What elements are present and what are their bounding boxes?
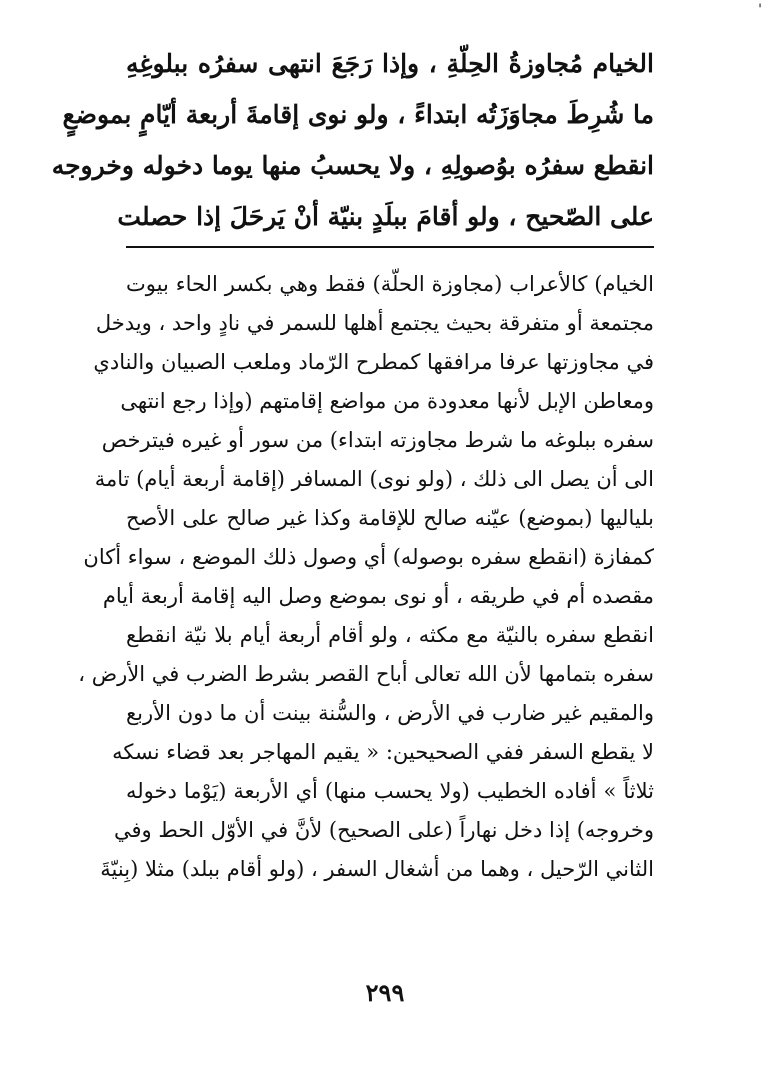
- corner-mark: ': [758, 2, 762, 18]
- main-text-line: الخيام مُجاوزةُ الحِلّةِ ، وإذا رَجَعَ انتهى سفرُه ببلوغِهِ: [126, 49, 654, 78]
- commentary-block: [78, 265, 654, 889]
- main-text-line: انقطع سفرُه بوُصولِهِ ، ولا يحسبُ منها يوما دخوله وخروجه: [51, 151, 654, 180]
- commentary-line: ومعاطن الإبل لأنها معدودة من مواضع إقامتهم (وإذا رجع انتهى: [120, 389, 654, 413]
- page-number: ٢٩٩: [365, 978, 405, 1007]
- commentary-line: الخيام) كالأعراب (مجاوزة الحلّة) فقط وهي بكسر الحاء بيوت: [126, 272, 654, 296]
- commentary-line: بلياليها (بموضع) عيّنه صالح للإقامة وكذا غير صالح على الأصح: [126, 506, 654, 530]
- main-text-line: ما شُرِطَ مجاوَزَتُه ابتداءً ، ولو نوى إقامةَ أربعة أيّامٍ بموضعٍ: [62, 100, 654, 129]
- commentary-line: لا يقطع السفر ففي الصحيحين: « يقيم المهاجر بعد قضاء نسكه: [112, 740, 654, 764]
- commentary-line: والمقيم غير ضارب في الأرض ، والسُّنة بينت أن ما دون الأربع: [126, 701, 654, 725]
- commentary-line: ثلاثاً » أفاده الخطيب (ولا يحسب منها) أي الأربعة (يَوْما دخوله: [126, 779, 654, 803]
- commentary-line: في مجاوزتها عرفا مرافقها كمطرح الرّماد وملعب الصبيان والنادي: [93, 350, 654, 374]
- commentary-line: انقطع سفره بالنيّة مع مكثه ، ولو أقام أربعة أيام بلا نيّة انقطع: [126, 623, 654, 647]
- commentary-line: الى أن يصل الى ذلك ، (ولو نوى) المسافر (إقامة أربعة أيام) تامة: [94, 467, 654, 491]
- commentary-line: مجتمعة أو متفرقة بحيث يجتمع أهلها للسمر في نادٍ واحد ، ويدخل: [95, 311, 654, 335]
- main-text-block: [51, 38, 654, 242]
- commentary-line: سفره بتمامها لأن الله تعالى أباح القصر بشرط الضرب في الأرض ،: [78, 662, 654, 686]
- main-text-line: على الصّحيح ، ولو أقامَ ببلَدٍ بنيّة أنْ يَرحَلَ إذا حصلت: [117, 202, 654, 231]
- commentary-line: مقصده أم في طريقه ، أو نوى بموضع وصل اليه إقامة أربعة أيام: [102, 584, 654, 608]
- commentary-line: كمفازة (انقطع سفره بوصوله) أي وصول ذلك الموضع ، سواء أكان: [83, 545, 654, 569]
- section-divider: [126, 246, 654, 248]
- commentary-line: سفره ببلوغه ما شرط مجاوزته ابتداء) من سور أو غيره فيترخص: [101, 428, 654, 452]
- commentary-line: الثاني الرّحيل ، وهما من أشغال السفر ، (ولو أقام ببلد) مثلا (بِنيّةَ: [100, 857, 654, 881]
- commentary-line: وخروجه) إذا دخل نهاراً (على الصحيح) لأنَّ في الأوّل الحط وفي: [113, 818, 654, 842]
